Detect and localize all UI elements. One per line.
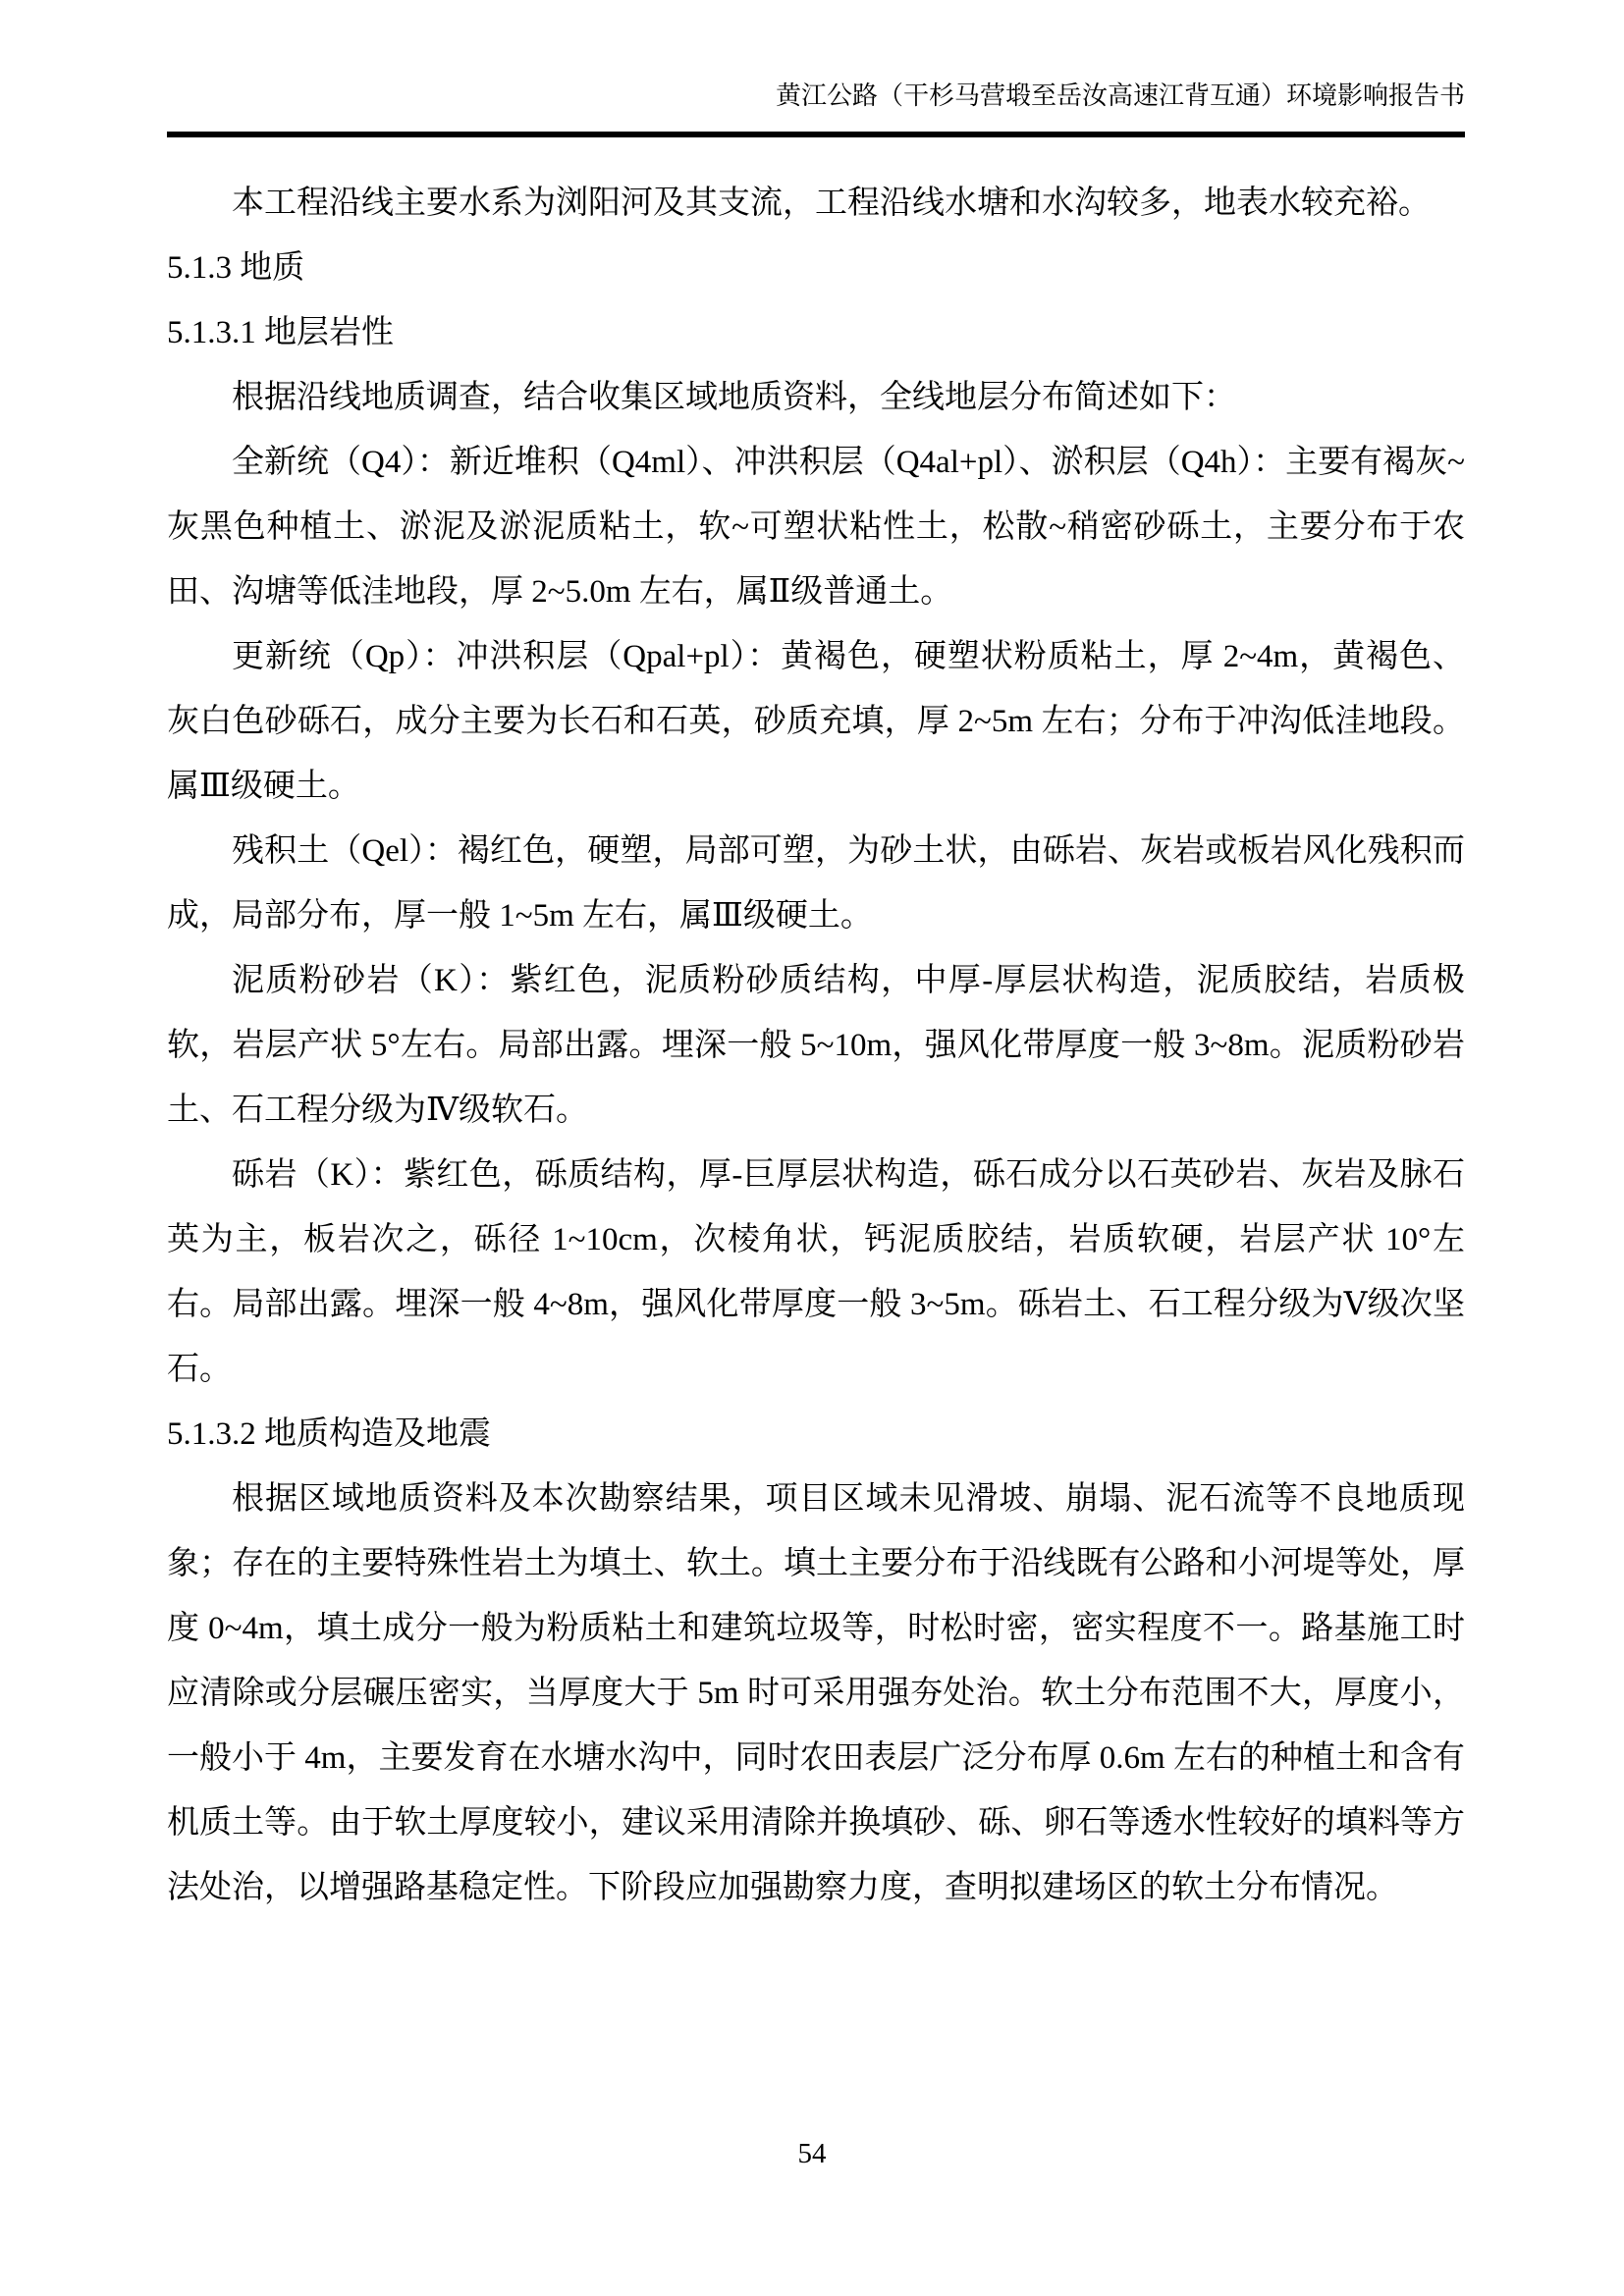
para-conglomerate-k: 砾岩（K）：紫红色，砾质结构，厚-巨厚层状构造，砾石成分以石英砂岩、灰岩及脉石英为主，板岩次之，砾径 1~10cm，次棱角状，钙泥质胶结，岩质软硬，岩层产状 10°左右。局部出露。埋深一般 4~8m，强风化带厚度一般 3~5m。砾岩土、石工程分级为Ⅴ级次坚石。 [167, 1157, 1465, 1387]
heading-5-1-3-geology: 5.1.3 地质 [167, 250, 305, 286]
page-number: 54 [797, 2138, 827, 2169]
content-column [167, 0, 1465, 1920]
para-holocene-q4: 全新统（Q4）：新近堆积（Q4ml）、冲洪积层（Q4al+pl）、淤积层（Q4h）：主要有褐灰~灰黑色种植土、淤泥及淤泥质粘土，软~可塑状粘性土，松散~稍密砂砾土，主要分布于农田、沟塘等低洼地段，厚 2~5.0m 左右，属Ⅱ级普通土。 [167, 445, 1465, 610]
document-body [167, 171, 1465, 1920]
para-pleistocene-qp: 更新统（Qp）：冲洪积层（Qpal+pl）：黄褐色，硬塑状粉质粘土，厚 2~4m，黄褐色、灰白色砂砾石，成分主要为长石和石英，砂质充填，厚 2~5m 左右；分布于冲沟低洼地段。属Ⅲ级硬土。 [167, 639, 1465, 804]
page-header [167, 0, 1465, 116]
para-silty-mudstone-k: 泥质粉砂岩（K）：紫红色，泥质粉砂质结构，中厚-厚层状构造，泥质胶结，岩质极软，岩层产状 5°左右。局部出露。埋深一般 5~10m，强风化带厚度一般 3~8m。泥质粉砂岩土、石工程分级为Ⅳ级软石。 [167, 963, 1465, 1128]
report-title: 黄江公路（干杉马营塅至岳汝高速江背互通）环境影响报告书 [775, 81, 1465, 110]
para-residual-soil-qel: 残积土（Qel）：褐红色，硬塑，局部可塑，为砂土状，由砾岩、灰岩或板岩风化残积而成，局部分布，厚一般 1~5m 左右，属Ⅲ级硬土。 [167, 833, 1465, 934]
heading-5-1-3-1-lithology: 5.1.3.1 地层岩性 [167, 315, 394, 350]
para-geology-survey-result: 根据区域地质资料及本次勘察结果，项目区域未见滑坡、崩塌、泥石流等不良地质现象；存在的主要特殊性岩土为填土、软土。填土主要分布于沿线既有公路和小河堤等处，厚度 0~4m，填土成分一般为粉质粘土和建筑垃圾等，时松时密，密实程度不一。路基施工时应清除或分层碾压密实，当厚度大于 5m 时可采用强夯处治。软土分布范围不大，厚度小，一般小于 4m，主要发育在水塘水沟中，同时农田表层广泛分布厚 0.6m 左右的种植土和含有机质土等。由于软土厚度较小，建议采用清除并换填砂、砾、卵石等透水性较好的填料等方法处治，以增强路基稳定性。下阶段应加强勘察力度，查明拟建场区的软土分布情况。 [167, 1481, 1465, 1905]
para-water-system: 本工程沿线主要水系为浏阳河及其支流，工程沿线水塘和水沟较多，地表水较充裕。 [232, 186, 1431, 221]
para-survey-intro: 根据沿线地质调查，结合收集区域地质资料，全线地层分布简述如下： [232, 380, 1236, 415]
header-rule [167, 132, 1465, 137]
page-footer [0, 2138, 1624, 2170]
heading-5-1-3-2-structure: 5.1.3.2 地质构造及地震 [167, 1416, 491, 1452]
